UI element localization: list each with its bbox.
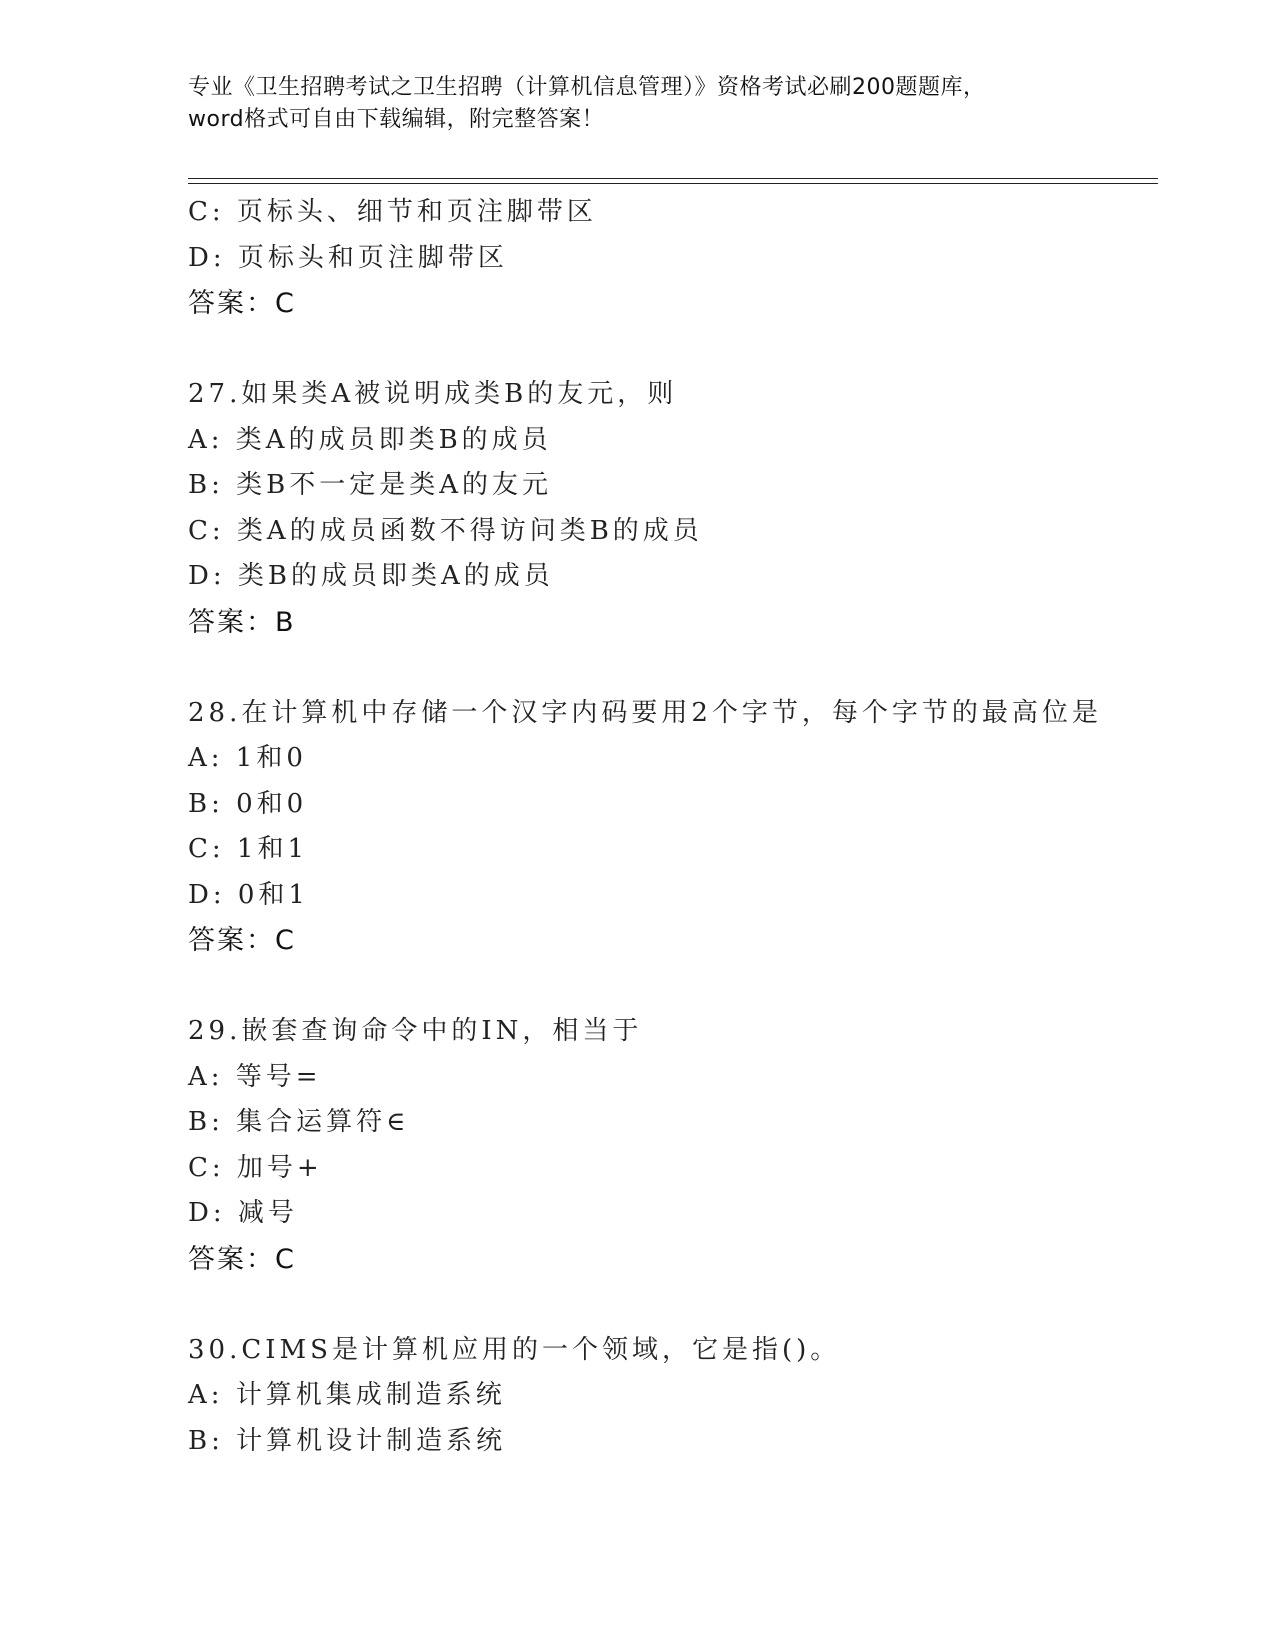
spacer [188, 327, 1168, 373]
answer: 答案：C [188, 1243, 296, 1275]
option-a: A: 计算机集成制造系统 [188, 1380, 506, 1410]
header-divider-top [188, 178, 1158, 179]
option-c: C: 页标头、细节和页注脚带区 [188, 197, 597, 227]
option-c: C: 加号+ [188, 1152, 323, 1183]
header-divider-bottom [188, 183, 1158, 184]
spacer [188, 1282, 1168, 1328]
question-28 [188, 691, 1168, 964]
spacer [188, 964, 1168, 1010]
option-d: D: 页标头和页注脚带区 [188, 242, 508, 273]
spacer [188, 645, 1168, 691]
header-title-line-1: 专业《卫生招聘考试之卫生招聘（计算机信息管理）》资格考试必刷200题题库， [188, 75, 986, 100]
option-a: A: 类A的成员即类B的成员 [188, 424, 552, 455]
option-b: B: 类B不一定是类A的友元 [188, 470, 553, 500]
option-d: D: 0和1 [188, 879, 309, 910]
question-30 [188, 1328, 1168, 1465]
question-stem: 28.在计算机中存储一个汉字内码要用2个字节，每个字节的最高位是 [188, 697, 1102, 728]
option-d: D: 类B的成员即类A的成员 [188, 561, 554, 591]
option-b: B: 计算机设计制造系统 [188, 1425, 507, 1456]
question-stem: 27.如果类A被说明成类B的友元，则 [188, 379, 678, 409]
answer: 答案：C [188, 925, 296, 956]
answer: 答案：C [188, 288, 296, 319]
answer: 答案：B [188, 606, 296, 638]
question-29 [188, 1009, 1168, 1282]
document-header [188, 72, 1088, 136]
header-title-line-2: word格式可自由下载编辑，附完整答案！ [188, 107, 605, 132]
option-c: C: 1和1 [188, 834, 309, 864]
option-b: B: 0和0 [188, 788, 308, 819]
option-d: D: 减号 [188, 1198, 298, 1228]
question-26-continued [188, 190, 1168, 327]
option-a: A: 1和0 [188, 743, 307, 773]
option-c: C: 类A的成员函数不得访问类B的成员 [188, 515, 703, 546]
question-stem: 29.嵌套查询命令中的IN，相当于 [188, 1016, 643, 1046]
option-a: A: 等号= [188, 1061, 322, 1092]
question-list [188, 190, 1168, 1464]
option-b: B: 集合运算符∈ [188, 1107, 410, 1137]
question-27 [188, 372, 1168, 645]
question-stem: 30.CIMS是计算机应用的一个领域，它是指()。 [188, 1334, 841, 1365]
